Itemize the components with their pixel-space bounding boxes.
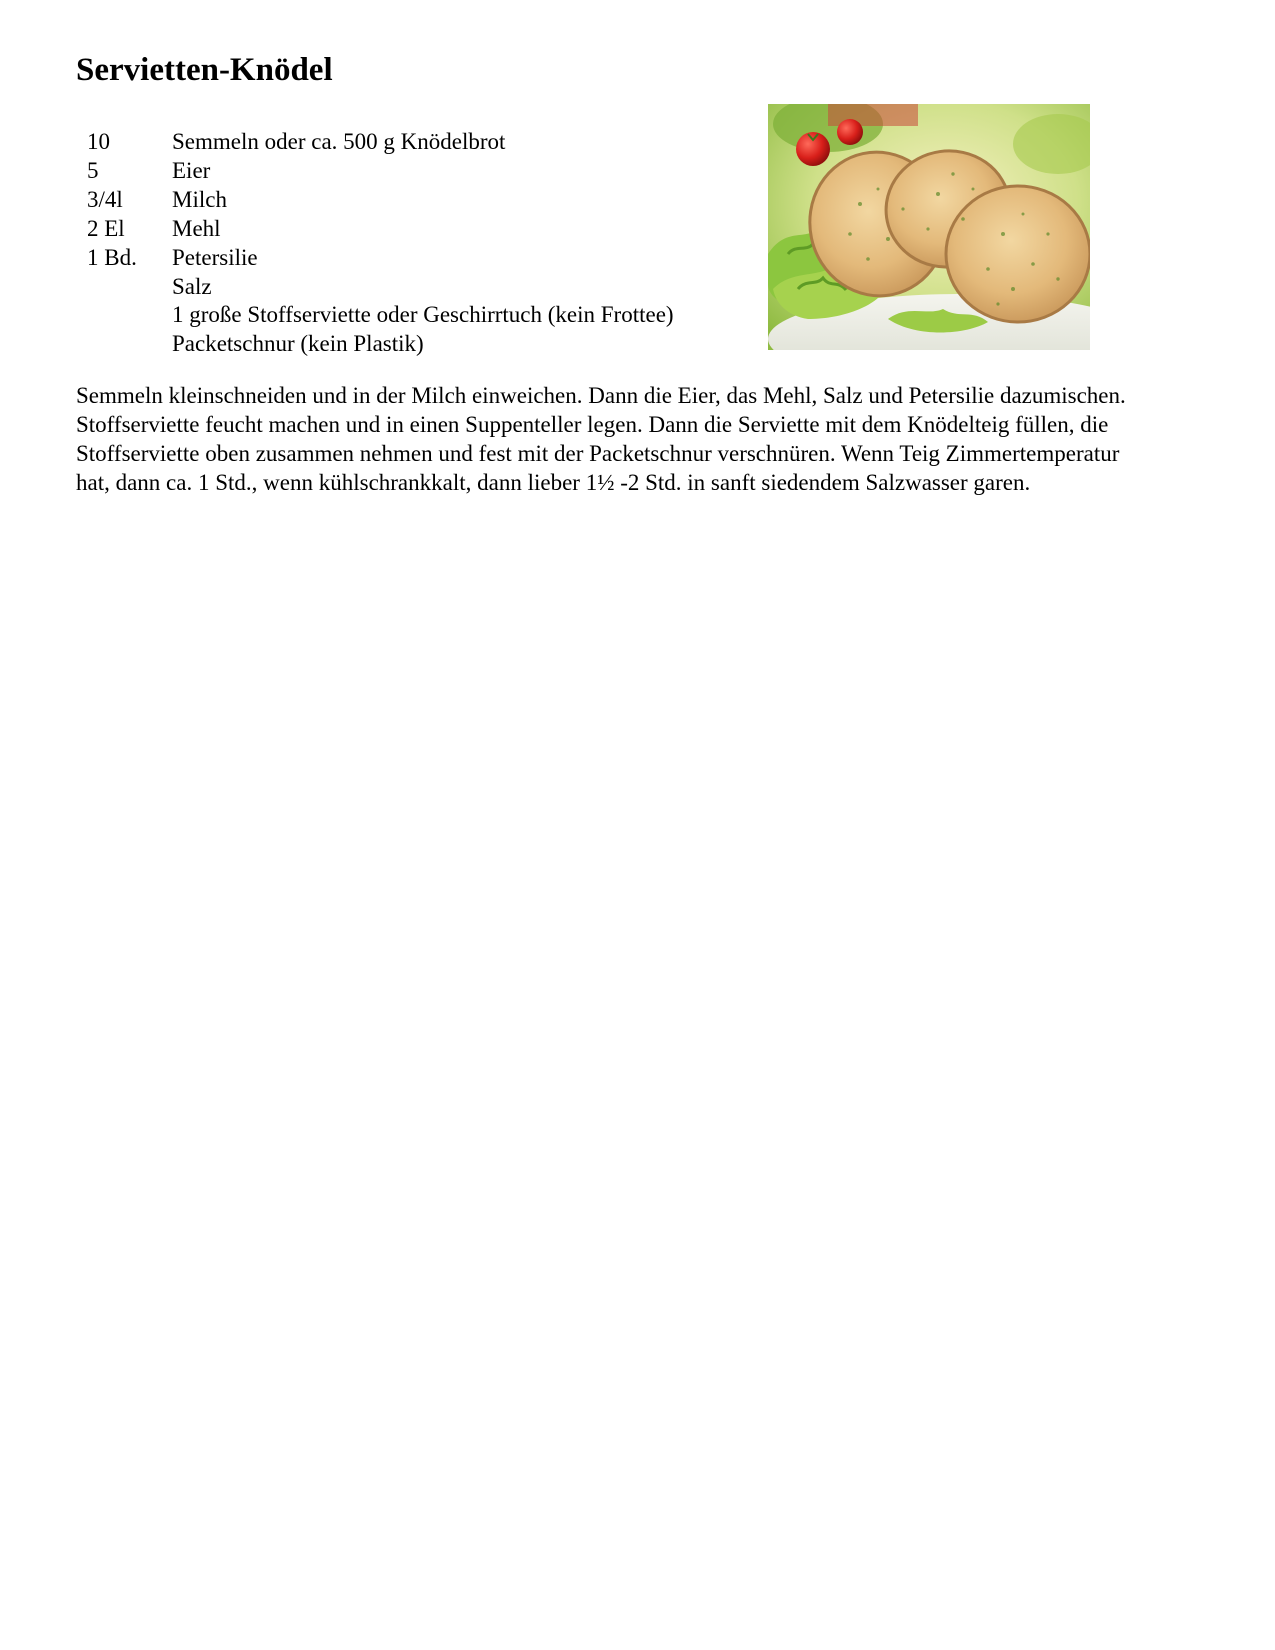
ingredient-name: Eier — [172, 157, 211, 183]
ingredient-name: Petersilie — [172, 244, 258, 270]
ingredient-quantity: 3/4l — [87, 186, 123, 212]
ingredient-quantity: 2 El — [87, 215, 125, 241]
ingredient-row — [76, 157, 756, 186]
ingredient-name: Packetschnur (kein Plastik) — [172, 331, 424, 357]
dish-photo — [768, 104, 1090, 350]
ingredient-row — [76, 244, 756, 273]
ingredient-name: Semmeln oder ca. 500 g Knödelbrot — [172, 129, 506, 154]
ingredient-row — [76, 273, 756, 302]
ingredient-row — [76, 301, 756, 330]
ingredient-row — [76, 128, 756, 157]
preparation-text: Semmeln kleinschneiden und in der Milch einweichen. Dann die Eier, das Mehl, Salz und Petersilie dazumischen. Stoffserviette feucht machen und in einen Suppenteller legen. Dann die Serviette mit dem Knödelteig füllen, die Stoffserviette oben zusammen nehmen und fest mit der Packetschnur verschnüren. Wenn Teig Zimmertemperatur hat, dann ca. 1 Std., wenn kühlschrankkalt, dann lieber 1½ -2 Std. in sanft siedendem Salzwasser garen. — [76, 383, 1126, 495]
ingredient-quantity — [76, 330, 172, 359]
ingredient-name: Milch — [172, 186, 227, 212]
ingredient-quantity: 5 — [87, 157, 99, 183]
ingredient-row — [76, 330, 756, 359]
ingredient-name: 1 große Stoffserviette oder Geschirrtuch (kein Frottee) — [172, 302, 674, 328]
recipe-title: Servietten-Knödel — [76, 52, 333, 88]
ingredient-quantity — [76, 273, 172, 302]
ingredient-list — [76, 128, 756, 359]
ingredient-quantity: 10 — [87, 129, 110, 154]
ingredient-quantity — [76, 301, 172, 330]
ingredient-name: Salz — [172, 273, 212, 299]
ingredient-quantity: 1 Bd. — [87, 244, 137, 270]
ingredient-name: Mehl — [172, 215, 221, 241]
ingredient-row — [76, 215, 756, 244]
ingredient-row — [76, 186, 756, 215]
